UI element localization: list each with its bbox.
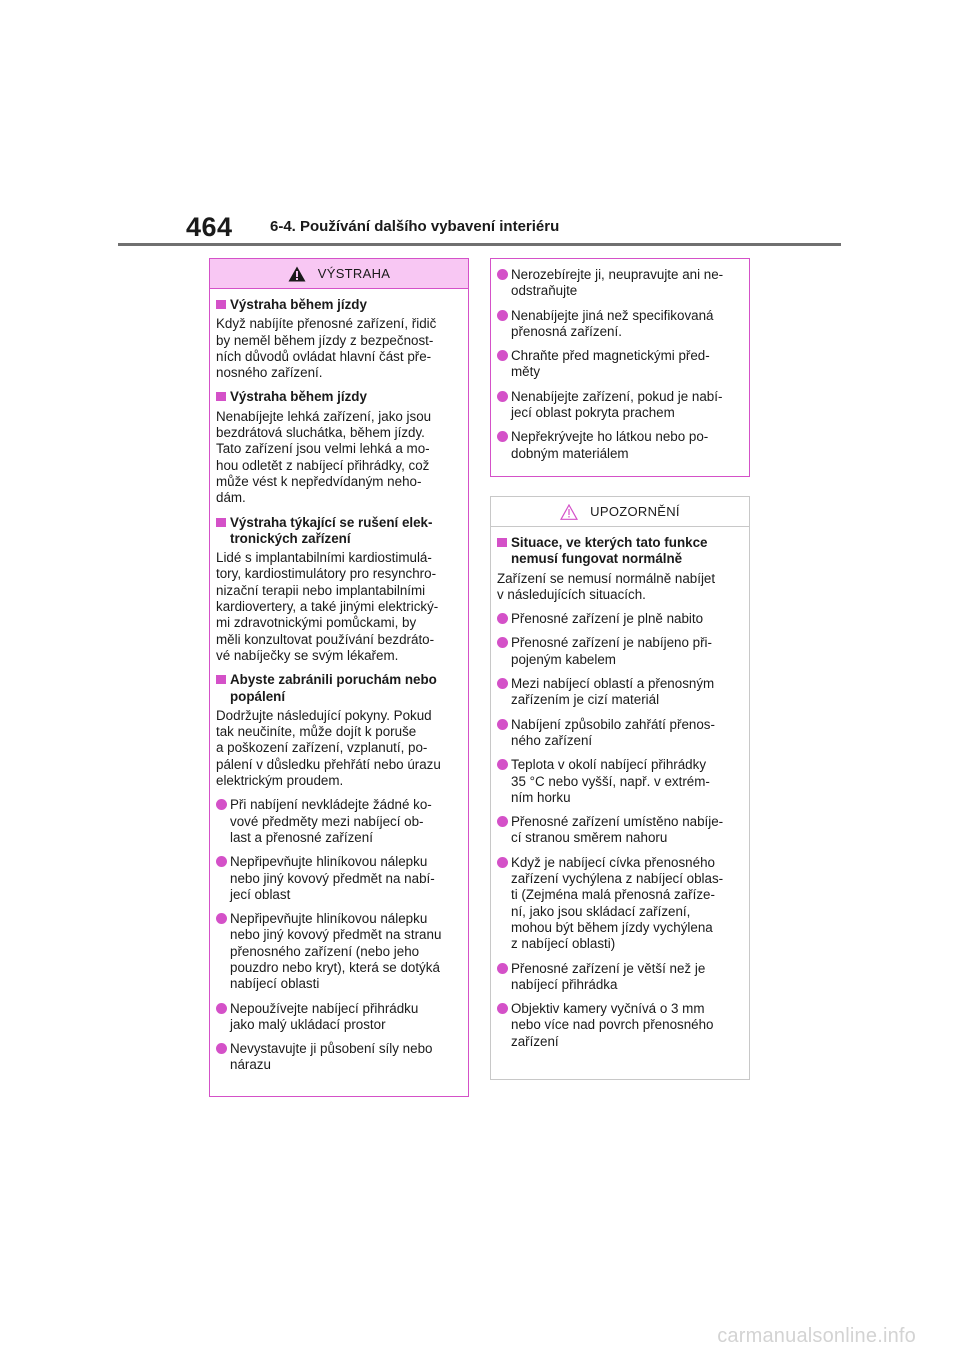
list-item-text: Nenabíjejte jiná než specifikovaná přenosná zařízení. bbox=[511, 307, 714, 339]
list-item bbox=[497, 814, 737, 847]
subheading-text: Abyste zabránili poruchám nebo popálení bbox=[230, 672, 437, 704]
square-bullet-icon bbox=[216, 675, 226, 684]
subheading bbox=[216, 297, 456, 313]
circle-bullet-icon bbox=[497, 391, 508, 402]
notice-box-header bbox=[491, 497, 749, 527]
list-item bbox=[216, 911, 456, 992]
circle-bullet-icon bbox=[216, 1043, 227, 1054]
list-item-text: Nerozebírejte ji, neupravujte ani ne- odstraňujte bbox=[511, 267, 724, 299]
list-item-text: Při nabíjení nevkládejte žádné ko- vové předměty mezi nabíjecí ob- last a přenosné zařízení bbox=[230, 797, 432, 845]
paragraph-text: Když nabíjíte přenosné zařízení, řidič by neměl během jízdy z bezpečnost- ních důvodů ovládat hlavní část pře- nosného zařízení. bbox=[216, 316, 437, 381]
circle-bullet-icon bbox=[497, 613, 508, 624]
circle-bullet-icon bbox=[497, 310, 508, 321]
square-bullet-icon bbox=[216, 518, 226, 527]
subheading bbox=[497, 535, 737, 568]
notice-content bbox=[491, 527, 749, 1056]
list-item bbox=[216, 1041, 456, 1074]
list-item-text: Nepřipevňujte hliníkovou nálepku nebo jiný kovový předmět na nabí- jecí oblast bbox=[230, 854, 435, 902]
paragraph bbox=[216, 316, 456, 381]
subheading-text: Výstraha týkající se rušení elek- tronických zařízení bbox=[230, 514, 433, 546]
list-item bbox=[497, 855, 737, 953]
list-item bbox=[497, 308, 737, 341]
subheading bbox=[216, 672, 456, 705]
list-item bbox=[497, 676, 737, 709]
list-item-text: Přenosné zařízení umístěno nabíje- cí stranou směrem nahoru bbox=[511, 814, 724, 846]
square-bullet-icon bbox=[216, 392, 226, 401]
list-item-text: Nepřipevňujte hliníkovou nálepku nebo jiný kovový předmět na stranu přenosného zařízení (nebo jeho pouzdro nebo kryt), která se dotýká nabíjecí oblasti bbox=[230, 911, 442, 992]
paragraph bbox=[216, 409, 456, 507]
square-bullet-icon bbox=[497, 538, 507, 547]
circle-bullet-icon bbox=[497, 350, 508, 361]
paragraph-text: Lidé s implantabilními kardiostimulá- tory, kardiostimulátory pro resynchro- nizační terapii nebo implantabilními kardiovertery, a také jinými elektrický- mi zdravotnickými pomůckami, by měli konzultovat používání bezdráto- vé nabíječky se svým lékařem. bbox=[216, 550, 439, 663]
circle-bullet-icon bbox=[497, 816, 508, 827]
circle-bullet-icon bbox=[216, 856, 227, 867]
paragraph-text: Zařízení se nemusí normálně nabíjet v následujících situacích. bbox=[497, 570, 716, 602]
circle-bullet-icon bbox=[497, 1003, 508, 1014]
section-title: 6-4. Používání dalšího vybavení interiéru bbox=[270, 218, 560, 235]
list-item-text: Nepoužívejte nabíjecí přihrádku jako malý ukládací prostor bbox=[230, 1000, 419, 1032]
warning-box-continued bbox=[490, 258, 750, 477]
subheading-text: Výstraha během jízdy bbox=[230, 389, 367, 405]
list-item-text: Teplota v okolí nabíjecí přihrádky 35 °C nebo vyšší, např. v extrém- ním horku bbox=[511, 757, 710, 805]
warning-title: VÝSTRAHA bbox=[317, 266, 391, 281]
circle-bullet-icon bbox=[497, 431, 508, 442]
list-item bbox=[497, 389, 737, 422]
list-item bbox=[216, 854, 456, 903]
warning-triangle-outline-icon bbox=[560, 504, 578, 520]
page-number: 464 bbox=[186, 212, 233, 242]
list-item bbox=[497, 635, 737, 668]
watermark: carmanualsonline.info bbox=[717, 1325, 916, 1347]
list-item-text: Když je nabíjecí cívka přenosného zařízení vychýlena z nabíjecí oblas- ti (Zejména malá přenosná zaříze- ní, jako jsou skládací zařízení, mohou být během jízdy vychýlena z nabíjecí oblasti) bbox=[511, 854, 724, 952]
circle-bullet-icon bbox=[497, 637, 508, 648]
subheading-text: Situace, ve kterých tato funkce nemusí fungovat normálně bbox=[511, 535, 708, 567]
list-item-text: Nabíjení způsobilo zahřátí přenos- ného zařízení bbox=[511, 716, 715, 748]
list-item bbox=[497, 429, 737, 462]
list-item-text: Nevystavujte ji působení síly nebo nárazu bbox=[230, 1041, 433, 1073]
list-item-text: Přenosné zařízení je plně nabito bbox=[511, 611, 704, 627]
subheading bbox=[216, 515, 456, 548]
paragraph bbox=[216, 550, 456, 664]
warning-triangle-filled-icon bbox=[288, 266, 306, 282]
warning-box-header bbox=[210, 259, 468, 289]
list-item-text: Přenosné zařízení je větší než je nabíjecí přihrádka bbox=[511, 960, 706, 992]
notice-box bbox=[490, 496, 750, 1080]
circle-bullet-icon bbox=[216, 799, 227, 810]
list-item-text: Chraňte před magnetickými před- měty bbox=[511, 348, 710, 380]
list-item-text: Objektiv kamery vyčnívá o 3 mm nebo více nad povrch přenosného zařízení bbox=[511, 1001, 714, 1049]
square-bullet-icon bbox=[216, 300, 226, 309]
list-item bbox=[497, 1001, 737, 1050]
circle-bullet-icon bbox=[216, 1003, 227, 1014]
list-item bbox=[216, 1001, 456, 1034]
circle-bullet-icon bbox=[497, 857, 508, 868]
notice-title: UPOZORNĚNÍ bbox=[590, 504, 680, 519]
warning-content bbox=[210, 289, 468, 1080]
paragraph bbox=[216, 708, 456, 789]
list-item bbox=[216, 797, 456, 846]
circle-bullet-icon bbox=[497, 678, 508, 689]
list-item-text: Mezi nabíjecí oblastí a přenosným zařízením je cizí materiál bbox=[511, 676, 715, 708]
circle-bullet-icon bbox=[497, 759, 508, 770]
circle-bullet-icon bbox=[497, 269, 508, 280]
list-item bbox=[497, 757, 737, 806]
warning-box bbox=[209, 258, 469, 1097]
subheading-text: Výstraha během jízdy bbox=[230, 297, 367, 312]
list-item bbox=[497, 961, 737, 994]
header-rule bbox=[118, 243, 841, 246]
list-item bbox=[497, 611, 737, 627]
list-item bbox=[497, 348, 737, 381]
list-item-text: Přenosné zařízení je nabíjeno při- pojeným kabelem bbox=[511, 635, 712, 667]
subheading bbox=[216, 389, 456, 405]
paragraph-text: Dodržujte následující pokyny. Pokud tak neučiníte, může dojít k poruše a poškození zařízení, vzplanutí, po- pálení v důsledku přehřátí nebo úrazu elektrickým proudem. bbox=[216, 707, 441, 789]
list-item-text: Nepřekrývejte ho látkou nebo po- dobným materiálem bbox=[511, 429, 709, 461]
warning-content-continued bbox=[491, 259, 749, 468]
paragraph-text: Nenabíjejte lehká zařízení, jako jsou bezdrátová sluchátka, během jízdy. Tato zařízení jsou velmi lehká a mo- hou odletět z nabíjecí přihrádky, což může vést k nepředvídaným neho- dám. bbox=[216, 408, 432, 506]
list-item bbox=[497, 267, 737, 300]
circle-bullet-icon bbox=[497, 719, 508, 730]
paragraph bbox=[497, 571, 737, 604]
list-item bbox=[497, 717, 737, 750]
list-item-text: Nenabíjejte zařízení, pokud je nabí- jecí oblast pokryta prachem bbox=[511, 388, 723, 421]
circle-bullet-icon bbox=[216, 913, 227, 924]
circle-bullet-icon bbox=[497, 963, 508, 974]
